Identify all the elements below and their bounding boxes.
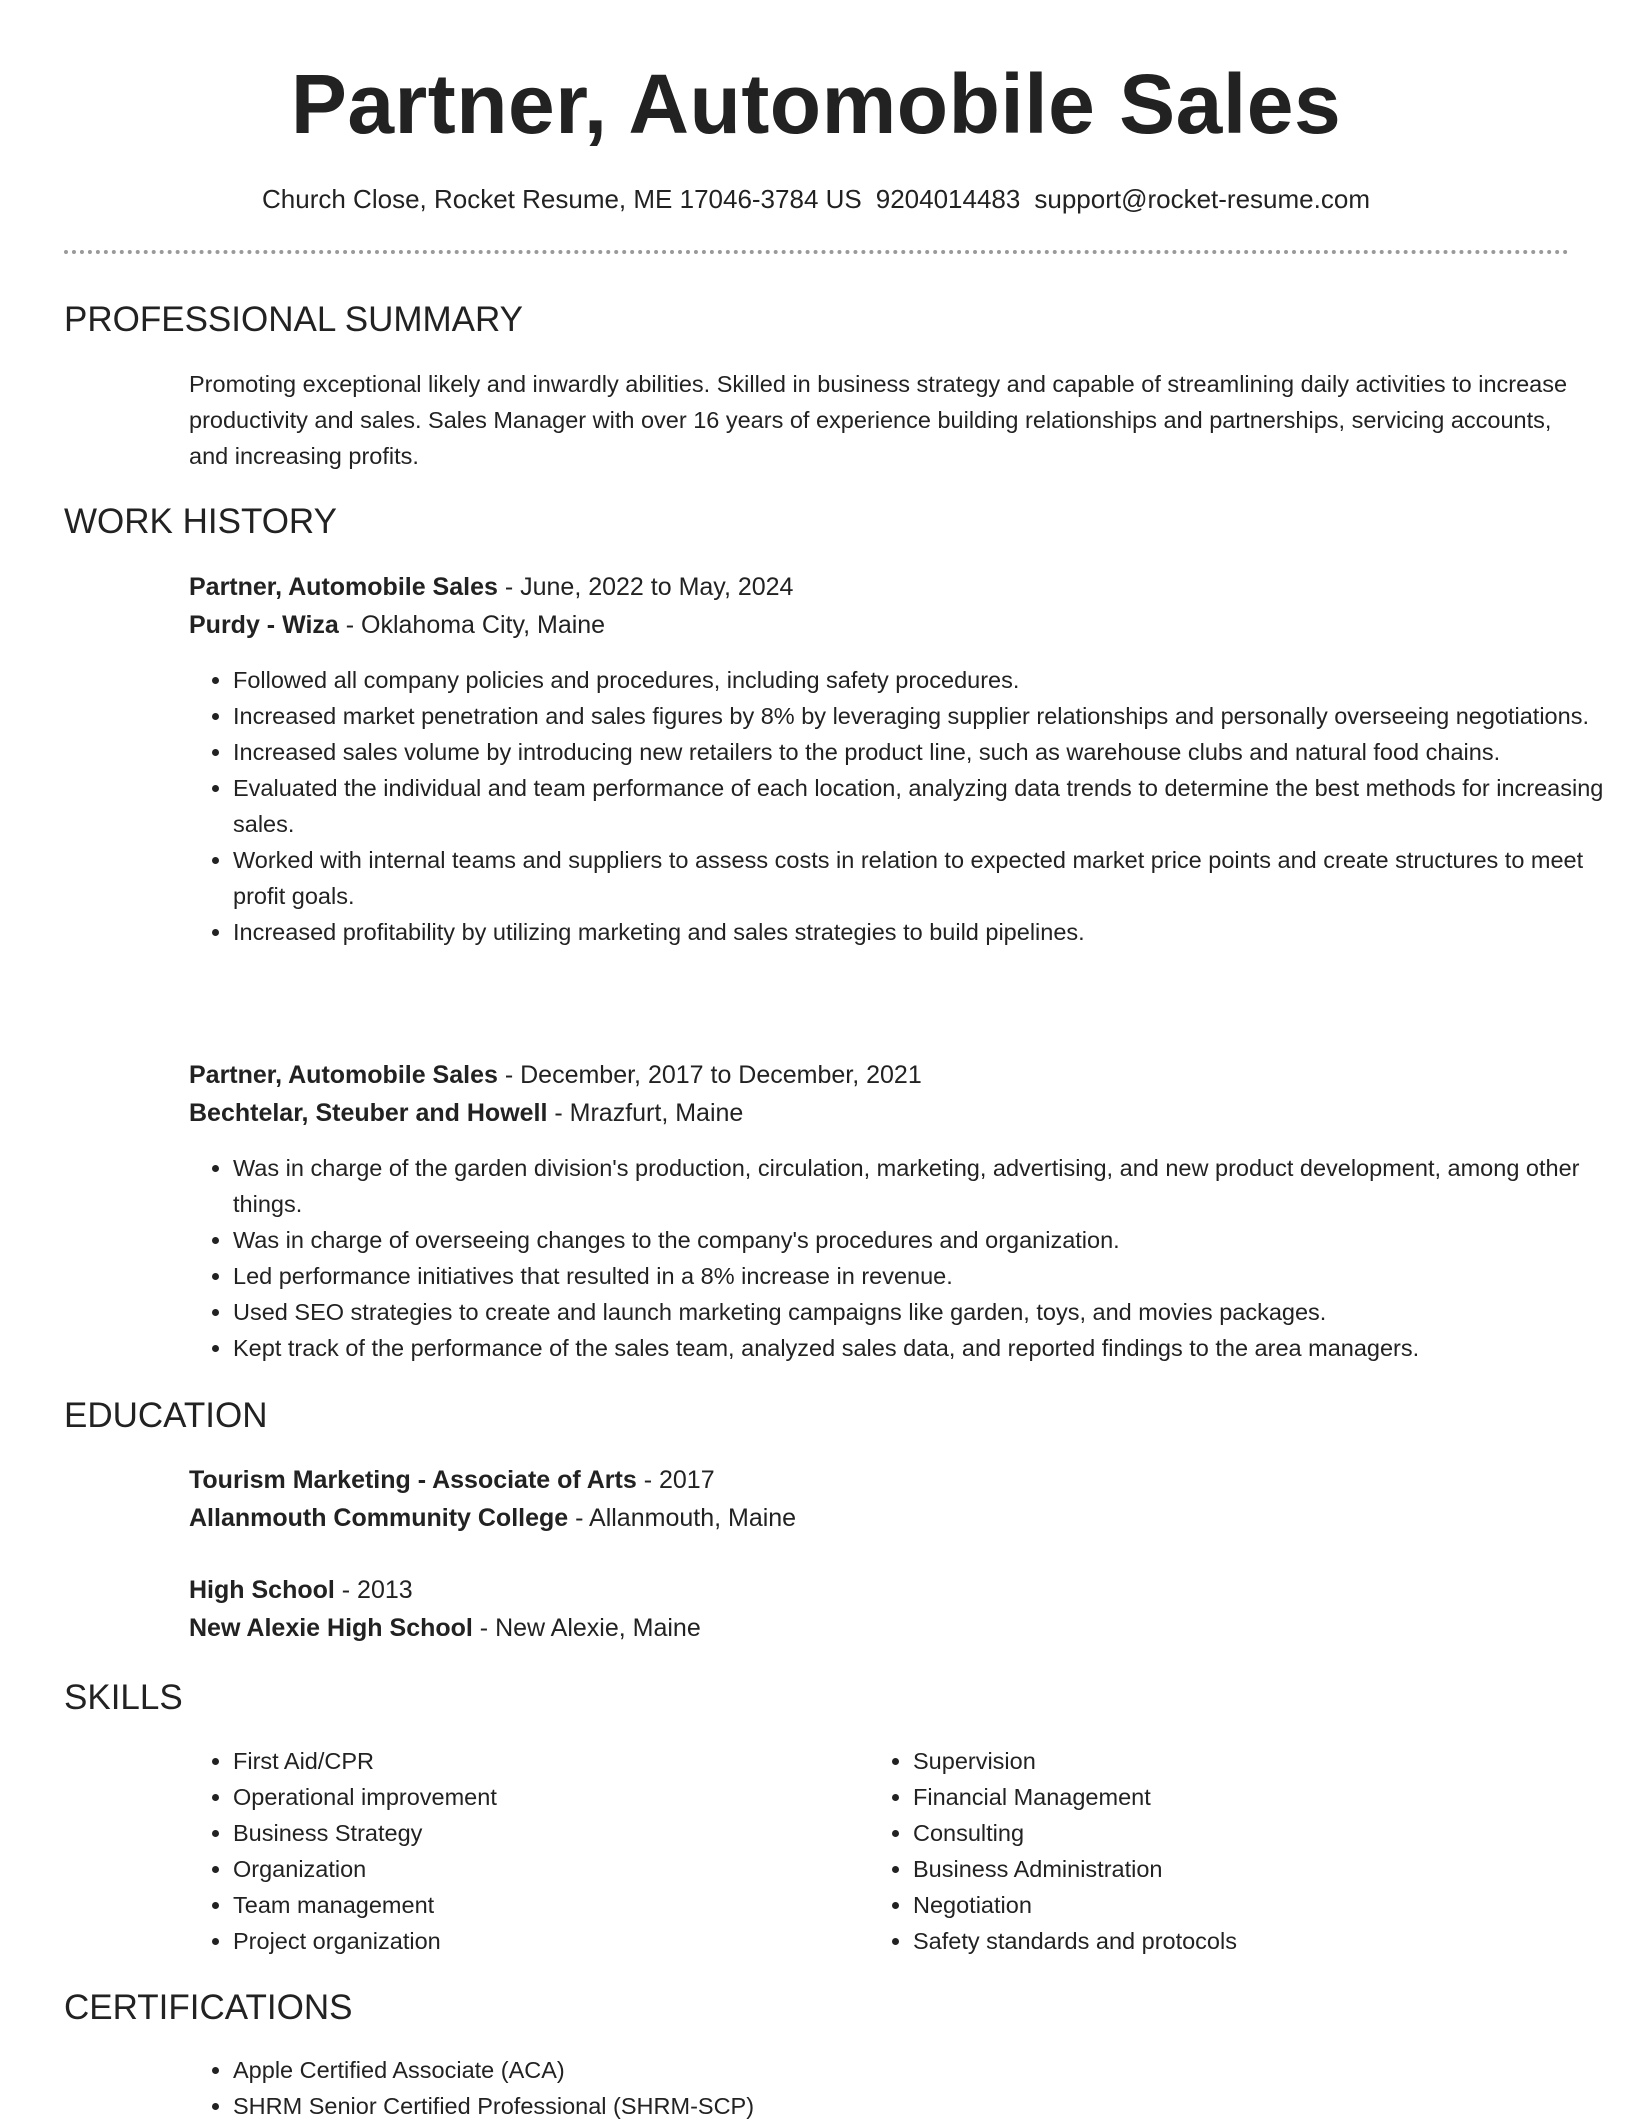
job-1-company: Purdy - Wiza	[189, 611, 339, 639]
education-2-degree: High School	[189, 1576, 335, 1604]
list-item: • Supervision	[913, 1743, 1632, 1779]
job-2-title-line	[189, 1056, 922, 1094]
candidate-name: Partner, Automobile Sales	[290, 57, 1342, 151]
summary-text: Promoting exceptional likely and inwardly abilities. Skilled in business strategy and capable of streamlining daily activities to increase productivity and sales. Sales Manager with over 16 years of experience building relationships and partnerships, servicing accounts, and increasing profits.	[189, 371, 1568, 469]
list-item: • Financial Management	[913, 1779, 1632, 1815]
skills-heading: SKILLS	[64, 1678, 183, 1717]
skills-list-right	[869, 1743, 1632, 1959]
education-heading: EDUCATION	[64, 1396, 268, 1435]
list-item: • Evaluated the individual and team performance of each location, analyzing data trends to determine the best methods for increasing sales.	[233, 770, 1623, 842]
job-1-location: - Oklahoma City, Maine	[338, 611, 606, 639]
list-item: • Followed all company policies and procedures, including safety procedures.	[233, 662, 1623, 698]
education-2-school-line	[189, 1609, 701, 1647]
job-2-company-line	[189, 1094, 743, 1132]
list-item: • Kept track of the performance of the sales team, analyzed sales data, and reported findings to the area managers.	[233, 1330, 1623, 1366]
education-2-degree-line	[189, 1571, 413, 1609]
work-history-heading: WORK HISTORY	[64, 502, 337, 541]
job-1-bullets	[189, 662, 1623, 950]
certifications-heading: CERTIFICATIONS	[64, 1988, 353, 2027]
list-item: • Increased profitability by utilizing marketing and sales strategies to build pipelines.	[233, 914, 1623, 950]
job-1-title-line	[189, 568, 793, 606]
job-1-dates: - June, 2022 to May, 2024	[497, 573, 794, 601]
education-2-location: - New Alexie, Maine	[472, 1614, 701, 1642]
list-item: • Apple Certified Associate (ACA)	[233, 2052, 1623, 2088]
job-2-dates: - December, 2017 to December, 2021	[497, 1061, 922, 1089]
list-item: • Project organization	[233, 1923, 1623, 1959]
contact-address: Church Close, Rocket Resume, ME 17046-3784 US	[262, 184, 862, 214]
list-item: • Negotiation	[913, 1887, 1632, 1923]
list-item: • Business Strategy	[233, 1815, 1623, 1851]
list-item: • Organization	[233, 1851, 1623, 1887]
certifications-list	[189, 2052, 1623, 2124]
contact-line	[0, 182, 1632, 216]
education-1-degree: Tourism Marketing - Associate of Arts	[189, 1466, 637, 1494]
contact-email: support@rocket-resume.com	[1034, 184, 1370, 214]
job-2-bullets	[189, 1150, 1623, 1366]
list-item: • Led performance initiatives that resulted in a 8% increase in revenue.	[233, 1258, 1623, 1294]
education-1-year: - 2017	[636, 1466, 715, 1494]
list-item: • Was in charge of the garden division's production, circulation, marketing, advertising, and new product development, among other things.	[233, 1150, 1623, 1222]
contact-phone: 9204014483	[875, 184, 1021, 214]
education-2-school: New Alexie High School	[189, 1614, 473, 1642]
list-item: • Increased sales volume by introducing new retailers to the product line, such as warehouse clubs and natural food chains.	[233, 734, 1623, 770]
list-item: • Used SEO strategies to create and launch marketing campaigns like garden, toys, and movies packages.	[233, 1294, 1623, 1330]
list-item: • First Aid/CPR	[233, 1743, 1623, 1779]
list-item: • Increased market penetration and sales figures by 8% by leveraging supplier relationships and personally overseeing negotiations.	[233, 698, 1623, 734]
list-item: • Operational improvement	[233, 1779, 1623, 1815]
list-item: • Business Administration	[913, 1851, 1632, 1887]
education-1-location: - Allanmouth, Maine	[568, 1504, 797, 1532]
list-item: • Safety standards and protocols	[913, 1923, 1632, 1959]
list-item: • Worked with internal teams and suppliers to assess costs in relation to expected market price points and create structures to meet profit goals.	[233, 842, 1623, 914]
list-item: • SHRM Senior Certified Professional (SHRM-SCP)	[233, 2088, 1623, 2124]
job-1-company-line	[189, 606, 605, 644]
job-1-role: Partner, Automobile Sales	[189, 573, 498, 601]
education-1-degree-line	[189, 1461, 715, 1499]
job-2-company: Bechtelar, Steuber and Howell	[189, 1099, 548, 1127]
education-2-year: - 2013	[334, 1576, 413, 1604]
summary-heading: PROFESSIONAL SUMMARY	[64, 300, 523, 339]
header-divider	[64, 250, 1569, 254]
list-item: • Was in charge of overseeing changes to the company's procedures and organization.	[233, 1222, 1623, 1258]
education-1-school: Allanmouth Community College	[189, 1504, 569, 1532]
list-item: • Team management	[233, 1887, 1623, 1923]
education-1-school-line	[189, 1499, 796, 1537]
job-2-role: Partner, Automobile Sales	[189, 1061, 498, 1089]
job-2-location: - Mrazfurt, Maine	[547, 1099, 744, 1127]
list-item: • Consulting	[913, 1815, 1632, 1851]
